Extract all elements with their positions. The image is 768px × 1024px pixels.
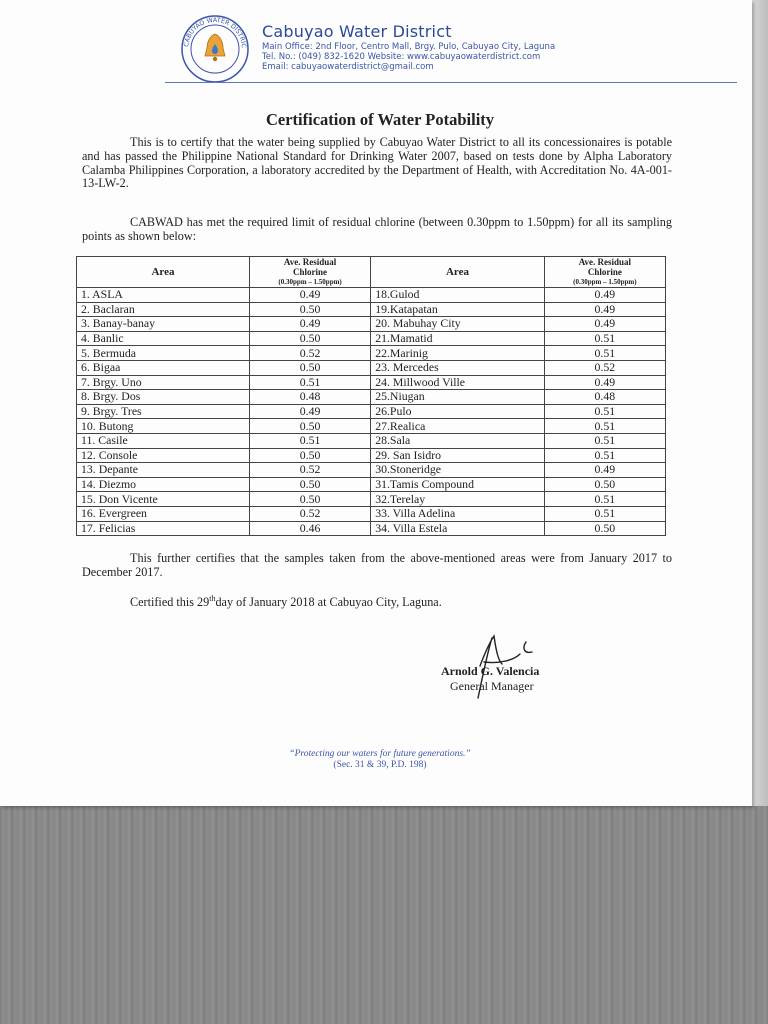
area-cell: 2. Baclaran — [77, 302, 250, 317]
area-cell: 17. Felicias — [77, 521, 250, 536]
footer-motto — [0, 749, 760, 771]
area-cell: 15. Don Vicente — [77, 492, 250, 507]
area-cell: 28.Sala — [371, 433, 545, 448]
area-cell: 3. Banay-banay — [77, 317, 250, 332]
area-cell: 30.Stoneridge — [371, 463, 545, 478]
area-cell: 20. Mabuhay City — [371, 317, 545, 332]
certified-date-paragraph — [130, 592, 720, 610]
certified-date-after: day of January 2018 at Cabuyao City, Laguna. — [215, 595, 442, 610]
chlorine-value-cell: 0.49 — [544, 317, 665, 332]
chlorine-header — [544, 257, 665, 288]
chlorine-value-cell: 0.51 — [544, 506, 665, 521]
table-row — [77, 302, 666, 317]
chlorine-header-line1: Ave. Residual — [283, 257, 337, 267]
chlorine-paragraph: CABWAD has met the required limit of residual chlorine (between 0.30ppm to 1.50ppm) for all its sampling points as shown below: — [82, 215, 672, 243]
area-cell: 31.Tamis Compound — [371, 477, 545, 492]
table-row — [77, 404, 666, 419]
contact-block — [262, 42, 555, 72]
chlorine-value-cell: 0.50 — [249, 331, 370, 346]
chlorine-value-cell: 0.51 — [544, 331, 665, 346]
area-cell: 29. San Isidro — [371, 448, 545, 463]
seal-text: CABUYAO WATER DISTRIC — [183, 16, 248, 49]
area-header: Area — [77, 257, 250, 288]
chlorine-value-cell: 0.49 — [249, 404, 370, 419]
area-cell: 14. Diezmo — [77, 477, 250, 492]
area-cell: 16. Evergreen — [77, 506, 250, 521]
signatory-name: Arnold G. Valencia — [441, 664, 540, 678]
chlorine-header-line2: Chlorine — [293, 267, 328, 277]
table-row — [77, 360, 666, 375]
area-cell: 24. Millwood Ville — [371, 375, 545, 390]
area-cell: 23. Mercedes — [371, 360, 545, 375]
table-row — [77, 390, 666, 405]
chlorine-value-cell: 0.49 — [249, 288, 370, 303]
table-row — [77, 448, 666, 463]
area-cell: 7. Brgy. Uno — [77, 375, 250, 390]
chlorine-value-cell: 0.50 — [249, 302, 370, 317]
chlorine-value-cell: 0.50 — [249, 477, 370, 492]
area-cell: 1. ASLA — [77, 288, 250, 303]
chlorine-value-cell: 0.50 — [544, 521, 665, 536]
area-cell: 13. Depante — [77, 463, 250, 478]
chlorine-value-cell: 0.50 — [249, 360, 370, 375]
motto-text: “Protecting our waters for future generations.” — [289, 749, 471, 759]
table-row — [77, 288, 666, 303]
scanner-background — [0, 800, 768, 1024]
chlorine-value-cell: 0.50 — [249, 492, 370, 507]
address-line: Main Office: 2nd Floor, Centro Mall, Brgy. Pulo, Cabuyao City, Laguna — [262, 42, 556, 52]
table-row — [77, 463, 666, 478]
table-row — [77, 477, 666, 492]
chlorine-value-cell: 0.49 — [249, 317, 370, 332]
org-name: Cabuyao Water District — [262, 22, 452, 41]
chlorine-value-cell: 0.51 — [544, 346, 665, 361]
area-cell: 26.Pulo — [371, 404, 545, 419]
area-cell: 10. Butong — [77, 419, 250, 434]
chlorine-value-cell: 0.51 — [544, 448, 665, 463]
table-row — [77, 419, 666, 434]
chlorine-value-cell: 0.51 — [544, 433, 665, 448]
table-header-row — [77, 257, 666, 288]
chlorine-value-cell: 0.50 — [249, 419, 370, 434]
chlorine-value-cell: 0.52 — [249, 506, 370, 521]
chlorine-header-range: (0.30ppm – 1.50ppm) — [573, 278, 637, 286]
area-cell: 27.Realica — [371, 419, 545, 434]
area-cell: 11. Casile — [77, 433, 250, 448]
certification-paragraph: This is to certify that the water being supplied by Cabuyao Water District to all its concessionaires is potable and has passed the Philippine National Standard for Drinking Water 2007, based on tests done by Alpha Laboratory Calamba Philippines Corporation, a laboratory accredited by the Department of Health, with Accreditation No. 4A-001-13-LW-2. — [82, 135, 672, 191]
area-cell: 34. Villa Estela — [371, 521, 545, 536]
chlorine-value-cell: 0.51 — [544, 492, 665, 507]
area-cell: 8. Brgy. Dos — [77, 390, 250, 405]
table-row — [77, 331, 666, 346]
table-row — [77, 506, 666, 521]
area-cell: 21.Mamatid — [371, 331, 545, 346]
chlorine-value-cell: 0.52 — [544, 360, 665, 375]
table-row — [77, 346, 666, 361]
area-cell: 32.Terelay — [371, 492, 545, 507]
chlorine-value-cell: 0.51 — [249, 375, 370, 390]
table-body — [77, 288, 666, 536]
chlorine-value-cell: 0.48 — [544, 390, 665, 405]
chlorine-value-cell: 0.49 — [544, 375, 665, 390]
area-cell: 5. Bermuda — [77, 346, 250, 361]
water-district-seal-icon — [180, 14, 250, 84]
chlorine-value-cell: 0.49 — [544, 302, 665, 317]
area-cell: 25.Niugan — [371, 390, 545, 405]
area-cell: 19.Katapatan — [371, 302, 545, 317]
chlorine-value-cell: 0.51 — [249, 433, 370, 448]
chlorine-header — [249, 257, 370, 288]
chlorine-value-cell: 0.49 — [544, 463, 665, 478]
sampling-period-paragraph: This further certifies that the samples taken from the above-mentioned areas were from January 2017 to December 2017. — [82, 551, 672, 579]
area-cell: 6. Bigaa — [77, 360, 250, 375]
signatory-position: General Manager — [450, 679, 534, 693]
area-cell: 18.Gulod — [371, 288, 545, 303]
chlorine-value-cell: 0.50 — [544, 477, 665, 492]
chlorine-header-line1: Ave. Residual — [578, 257, 632, 267]
document-title: Certification of Water Potability — [265, 110, 495, 129]
area-cell: 4. Banlic — [77, 331, 250, 346]
area-cell: 12. Console — [77, 448, 250, 463]
chlorine-value-cell: 0.49 — [544, 288, 665, 303]
area-cell: 9. Brgy. Tres — [77, 404, 250, 419]
chlorine-header-line2: Chlorine — [587, 267, 622, 277]
phone-website-line: Tel. No.: (049) 832-1620 Website: www.cabuyaowaterdistrict.com — [262, 52, 541, 62]
certified-date-before: Certified this 29 — [130, 595, 210, 610]
chlorine-value-cell: 0.51 — [544, 404, 665, 419]
area-cell: 33. Villa Adelina — [371, 506, 545, 521]
chlorine-value-cell: 0.52 — [249, 346, 370, 361]
chlorine-header-range: (0.30ppm – 1.50ppm) — [278, 278, 342, 286]
table-row — [77, 375, 666, 390]
table-row — [77, 492, 666, 507]
chlorine-value-cell: 0.51 — [544, 419, 665, 434]
table-row — [77, 317, 666, 332]
chlorine-value-cell: 0.46 — [249, 521, 370, 536]
chlorine-table — [76, 256, 666, 536]
chlorine-value-cell: 0.50 — [249, 448, 370, 463]
certified-date-sup: th — [209, 594, 216, 603]
area-header: Area — [371, 257, 545, 288]
letterhead-divider — [165, 82, 737, 83]
chlorine-value-cell: 0.48 — [249, 390, 370, 405]
motto-reference: (Sec. 31 & 39, P.D. 198) — [333, 760, 427, 770]
table-row — [77, 433, 666, 448]
table-row — [77, 521, 666, 536]
email-line: Email: cabuyaowaterdistrict@gmail.com — [262, 62, 434, 72]
area-cell: 22.Marinig — [371, 346, 545, 361]
chlorine-value-cell: 0.52 — [249, 463, 370, 478]
